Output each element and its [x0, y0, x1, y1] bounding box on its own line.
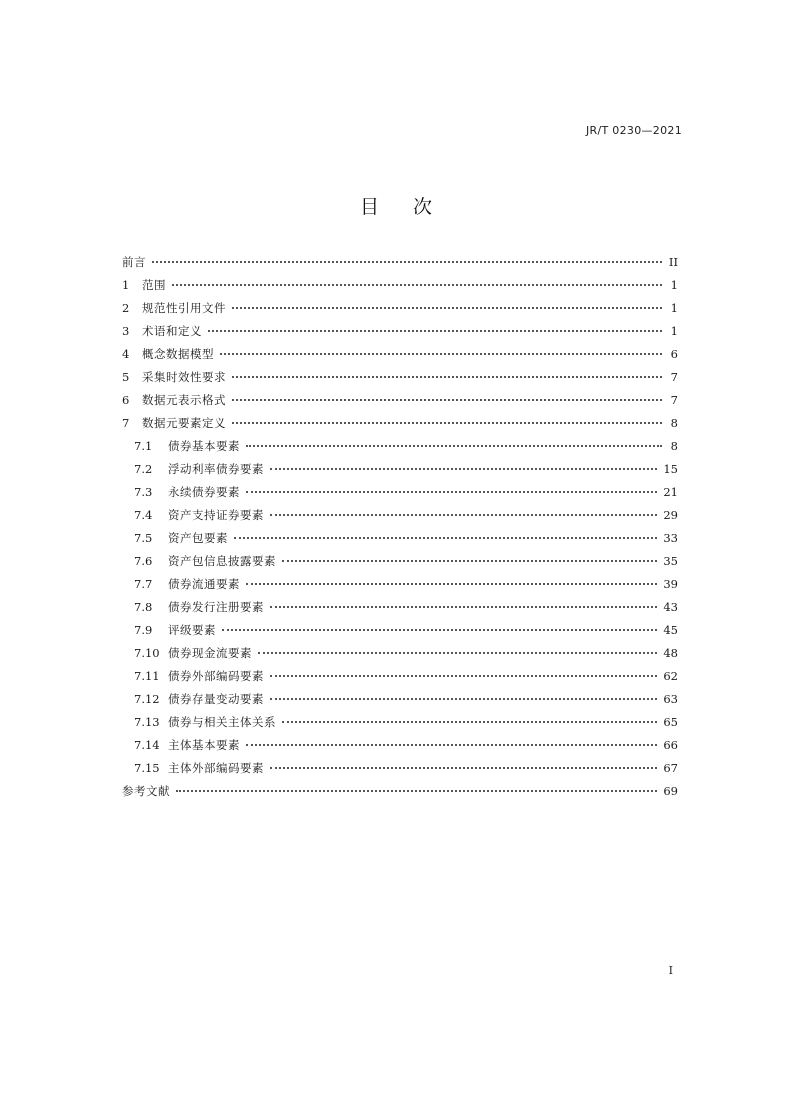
toc-entry-page: 29 — [663, 508, 678, 522]
toc-entry[interactable] — [122, 527, 678, 550]
toc-entry-page: 66 — [663, 738, 678, 752]
toc-entry-label: 永续债券要素 — [168, 485, 240, 499]
toc-entry[interactable] — [122, 366, 678, 389]
toc-entry-label: 范围 — [142, 278, 166, 292]
toc-entry-page: 35 — [663, 554, 678, 568]
toc-entry-label: 债券存量变动要素 — [168, 692, 264, 706]
toc-entry-number: 7.8 — [134, 600, 153, 614]
toc-dot-leader — [232, 376, 662, 378]
toc-entry-number: 3 — [122, 324, 130, 338]
toc-entry-label: 数据元要素定义 — [142, 416, 226, 430]
toc-entry-label: 债券基本要素 — [168, 439, 240, 453]
toc-entry-label: 资产包要素 — [168, 531, 228, 545]
toc-entry-number: 7.14 — [134, 738, 160, 752]
toc-entry[interactable] — [122, 665, 678, 688]
toc-dot-leader — [220, 353, 662, 355]
toc-entry[interactable] — [122, 757, 678, 780]
toc-entry-number: 7.12 — [134, 692, 160, 706]
toc-entry-number: 7.2 — [134, 462, 153, 476]
toc-entry-page: 67 — [663, 761, 678, 775]
toc-entry-page: 21 — [663, 485, 678, 499]
toc-entry-label: 债券流通要素 — [168, 577, 240, 591]
document-code: JR/T 0230—2021 — [586, 124, 682, 137]
toc-entry[interactable] — [122, 481, 678, 504]
toc-entry-label: 规范性引用文件 — [142, 301, 226, 315]
toc-dot-leader — [258, 652, 657, 654]
toc-dot-leader — [282, 560, 657, 562]
toc-dot-leader — [232, 307, 662, 309]
toc-entry-page: 7 — [670, 370, 678, 384]
toc-entry-label: 债券与相关主体关系 — [168, 715, 276, 729]
toc-entry[interactable] — [122, 688, 678, 711]
toc-entry-number: 7.9 — [134, 623, 153, 637]
toc-entry[interactable] — [122, 389, 678, 412]
toc-entry-page: 7 — [670, 393, 678, 407]
toc-entry[interactable] — [122, 734, 678, 757]
toc-entry-label: 债券外部编码要素 — [168, 669, 264, 683]
toc-dot-leader — [232, 399, 662, 401]
toc-dot-leader — [270, 514, 657, 516]
toc-entry[interactable] — [122, 596, 678, 619]
toc-title: 目 次 — [359, 196, 447, 218]
toc-entry[interactable] — [122, 780, 678, 803]
toc-entry-label: 主体基本要素 — [168, 738, 240, 752]
toc-dot-leader — [246, 744, 657, 746]
toc-entry-page: 1 — [670, 301, 678, 315]
toc-dot-leader — [270, 767, 657, 769]
toc-entry[interactable] — [122, 573, 678, 596]
toc-entry[interactable] — [122, 251, 678, 274]
toc-entry-label: 主体外部编码要素 — [168, 761, 264, 775]
toc-dot-leader — [246, 491, 657, 493]
toc-entry-page: 63 — [663, 692, 678, 706]
toc-dot-leader — [152, 261, 662, 263]
toc-entry-number: 6 — [122, 393, 130, 407]
toc-entry-page: 1 — [670, 278, 678, 292]
toc-entry-number: 7 — [122, 416, 130, 430]
toc-dot-leader — [270, 698, 657, 700]
toc-entry-page: 1 — [670, 324, 678, 338]
toc-entry-label: 债券现金流要素 — [168, 646, 252, 660]
toc-entry-label: 参考文献 — [122, 784, 170, 798]
toc-entry-label: 数据元表示格式 — [142, 393, 226, 407]
toc-entry-page: 69 — [663, 784, 678, 798]
toc-entry-label: 评级要素 — [168, 623, 216, 637]
toc-entry-number: 7.7 — [134, 577, 153, 591]
toc-dot-leader — [208, 330, 662, 332]
toc-entry-page: 33 — [663, 531, 678, 545]
toc-entry-number: 7.10 — [134, 646, 160, 660]
toc-entry-number: 7.11 — [134, 669, 160, 683]
toc-entry-page: 8 — [670, 416, 678, 430]
toc-entry[interactable] — [122, 320, 678, 343]
toc-entry-page: 8 — [670, 439, 678, 453]
toc-entry[interactable] — [122, 412, 678, 435]
toc-entry-number: 7.4 — [134, 508, 153, 522]
toc-entry[interactable] — [122, 504, 678, 527]
toc-dot-leader — [172, 284, 662, 286]
toc-entry-number: 1 — [122, 278, 130, 292]
toc-entry-label: 概念数据模型 — [142, 347, 214, 361]
toc-entry-page: 6 — [670, 347, 678, 361]
toc-dot-leader — [270, 606, 657, 608]
toc-entry-label: 采集时效性要求 — [142, 370, 226, 384]
toc-entry-number: 7.3 — [134, 485, 153, 499]
toc-entry[interactable] — [122, 435, 678, 458]
toc-entry-number: 4 — [122, 347, 130, 361]
toc-entry-number: 7.1 — [134, 439, 153, 453]
toc-entry-number: 7.6 — [134, 554, 153, 568]
toc-entry-page: 15 — [663, 462, 678, 476]
toc-entry-number: 7.5 — [134, 531, 153, 545]
toc-entry[interactable] — [122, 642, 678, 665]
toc-entry-page: 45 — [663, 623, 678, 637]
toc-dot-leader — [222, 629, 657, 631]
toc-dot-leader — [176, 790, 657, 792]
toc-dot-leader — [270, 468, 657, 470]
toc-entry-label: 术语和定义 — [142, 324, 202, 338]
toc-entry-label: 资产包信息披露要素 — [168, 554, 276, 568]
toc-entry-label: 债券发行注册要素 — [168, 600, 264, 614]
toc-entry-page: 48 — [663, 646, 678, 660]
toc-entry-page: II — [668, 255, 678, 269]
toc-entry[interactable] — [122, 711, 678, 734]
toc-entry-number: 7.13 — [134, 715, 160, 729]
toc-entry[interactable] — [122, 550, 678, 573]
toc-dot-leader — [234, 537, 657, 539]
toc-entry-label: 前言 — [122, 255, 146, 269]
toc-entry-number: 2 — [122, 301, 130, 315]
toc-entry[interactable] — [122, 458, 678, 481]
toc-entry-page: 39 — [663, 577, 678, 591]
toc-entry[interactable] — [122, 297, 678, 320]
toc-entry[interactable] — [122, 343, 678, 366]
toc-entry-number: 7.15 — [134, 761, 160, 775]
toc-list — [122, 251, 678, 803]
toc-dot-leader — [270, 675, 657, 677]
toc-entry-number: 5 — [122, 370, 130, 384]
toc-entry-label: 资产支持证券要素 — [168, 508, 264, 522]
toc-dot-leader — [246, 583, 657, 585]
toc-entry[interactable] — [122, 274, 678, 297]
toc-dot-leader — [282, 721, 657, 723]
toc-dot-leader — [232, 422, 662, 424]
toc-entry-label: 浮动利率债券要素 — [168, 462, 264, 476]
toc-entry-page: 65 — [663, 715, 678, 729]
toc-entry-page: 43 — [663, 600, 678, 614]
toc-entry-page: 62 — [663, 669, 678, 683]
toc-entry[interactable] — [122, 619, 678, 642]
toc-dot-leader — [246, 445, 662, 447]
footer-page-number: I — [668, 964, 673, 977]
